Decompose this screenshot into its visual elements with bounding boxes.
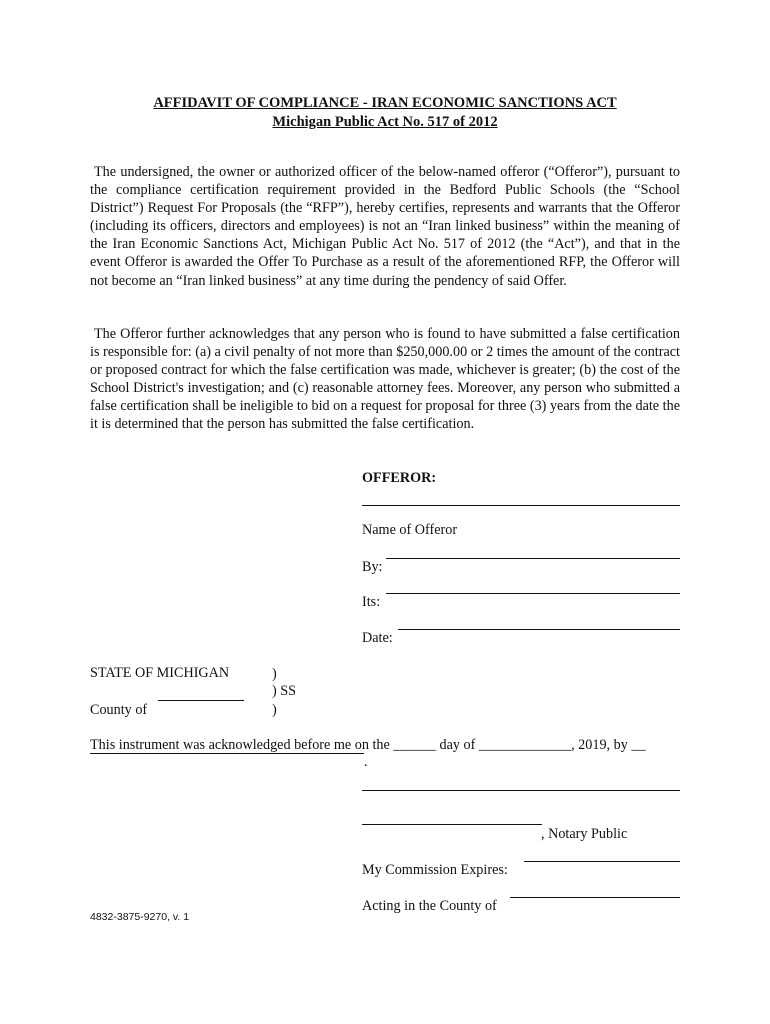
- acknowledged-by-line[interactable]: [90, 753, 364, 754]
- acting-county-label: Acting in the County of: [362, 898, 497, 914]
- document-subtitle: Michigan Public Act No. 517 of 2012: [272, 114, 498, 130]
- notary-public-label: , Notary Public: [541, 826, 628, 842]
- venue-ss: ) SS: [272, 683, 297, 699]
- state-label: STATE OF MICHIGAN: [90, 665, 230, 681]
- offeror-name-label: Name of Offeror: [362, 522, 458, 538]
- date-label: Date:: [362, 630, 393, 646]
- certification-paragraph: The undersigned, the owner or authorized officer of the below-named offeror (“Offeror”), pursuant to the compliance certification requirement provided in the Bedford Public Schools (the “School District”) Request For Proposals (the “RFP”), hereby certifies, represents and warrants that the Offeror (including its officers, directors and employees) is not an “Iran linked business” within the meaning of the Iran Economic Sanctions Act, Michigan Public Act No. 517 of 2012 (the “Act”), and that in the event Offeror is awarded the Offer To Purchase as a result of the aforementioned RFP, the Offeror will not become an “Iran linked business” at any time during the pendency of said Offer.: [90, 164, 680, 289]
- by-label: By:: [362, 559, 383, 575]
- commission-expires-line[interactable]: [524, 861, 680, 862]
- date-line[interactable]: [398, 629, 680, 630]
- document-title: AFFIDAVIT OF COMPLIANCE - IRAN ECONOMIC SANCTIONS ACT: [153, 95, 617, 111]
- offeror-name-line[interactable]: [362, 505, 680, 506]
- its-title-line[interactable]: [386, 593, 680, 594]
- county-label: County of: [90, 702, 148, 718]
- by-signature-line[interactable]: [386, 558, 680, 559]
- acknowledgment-paragraph: The Offeror further acknowledges that any person who is found to have submitted a false certification is responsible for: (a) a civil penalty of not more than $250,000.00 or 2 times the amount of the contract or proposed contract for which the false certification was made, whichever is greater; (b) the cost of the School District's investigation; and (c) reasonable attorney fees. Moreover, any person who submitted a false certification shall be ineligible to bid on a request for proposal for three (3) years from the date the it is determined that the person has submitted the false certification.: [90, 326, 680, 433]
- acknowledgment-period: .: [364, 754, 368, 770]
- document-id: 4832-3875-9270, v. 1: [90, 911, 190, 923]
- commission-expires-label: My Commission Expires:: [362, 862, 508, 878]
- venue-paren-top: ): [272, 666, 277, 682]
- notary-name-line[interactable]: [362, 824, 542, 825]
- acknowledgment-line: This instrument was acknowledged before me on the ______ day of _____________, 2019, by __: [90, 737, 646, 753]
- notary-signature-line[interactable]: [362, 790, 680, 791]
- county-line[interactable]: [158, 700, 244, 701]
- venue-paren-bottom: ): [272, 702, 277, 718]
- its-label: Its:: [362, 594, 381, 610]
- acting-county-line[interactable]: [510, 897, 680, 898]
- offeror-heading: OFFEROR:: [362, 470, 437, 486]
